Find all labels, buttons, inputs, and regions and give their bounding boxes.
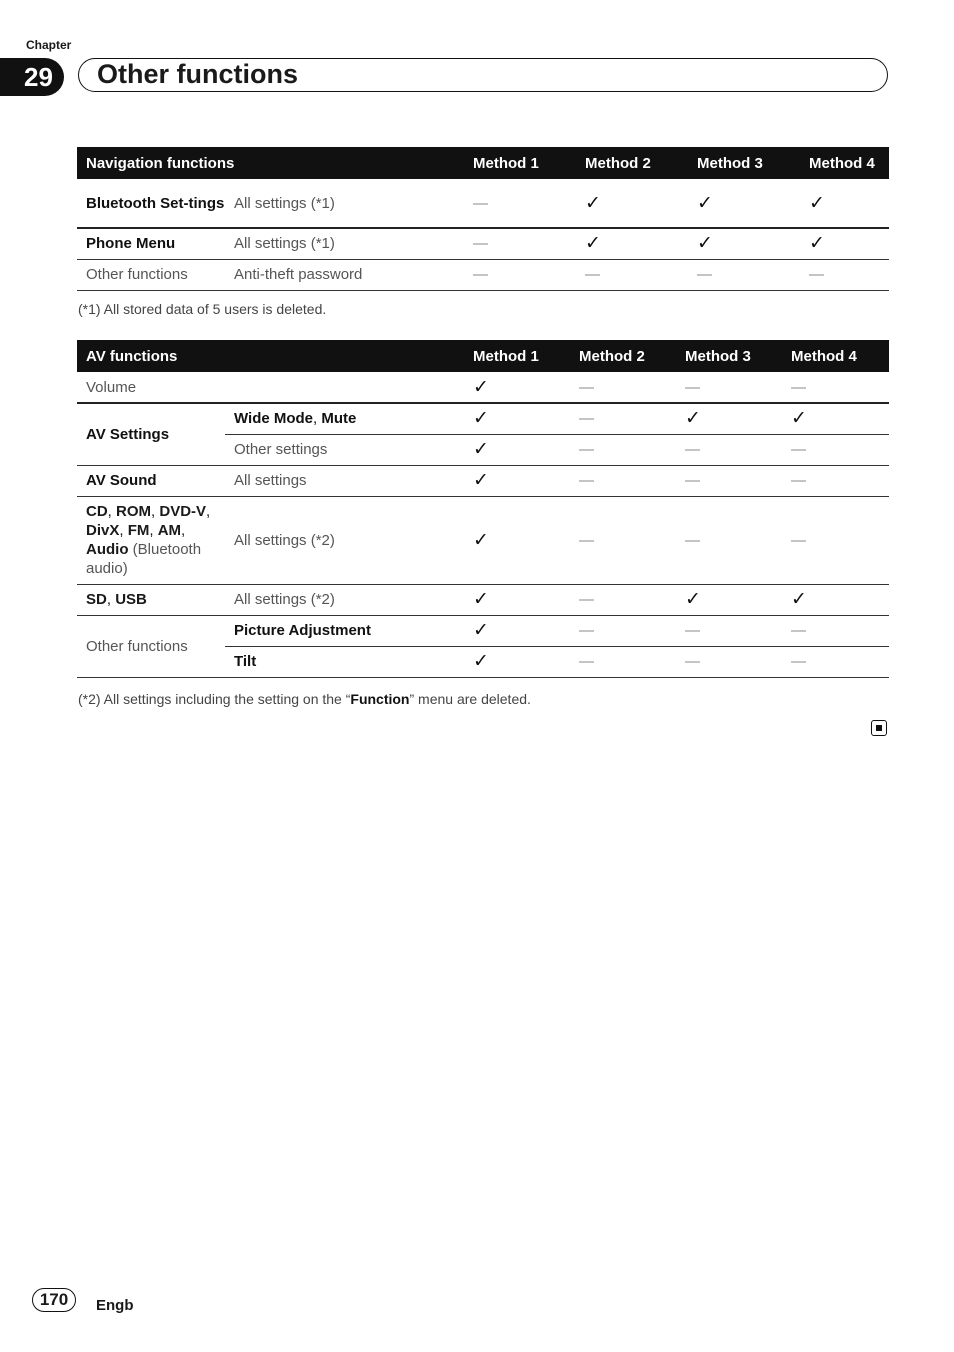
row-name: Bluetooth Set-tings (77, 179, 225, 228)
source-am: AM (157, 522, 182, 539)
table-row (77, 403, 889, 434)
header-method-2: Method 2 (576, 147, 688, 179)
row-item (225, 403, 464, 434)
method-1-value: — (464, 179, 576, 228)
method-2-value: — (570, 584, 676, 615)
table-row (77, 179, 889, 228)
row-name: Volume (77, 372, 464, 403)
row-item: Anti-theft password (225, 259, 464, 290)
table-header-row (77, 340, 889, 372)
source-rom: ROM (116, 503, 152, 520)
method-1-value: — (464, 228, 576, 259)
chapter-label: Chapter (26, 38, 72, 52)
header-method-4: Method 4 (782, 340, 889, 372)
row-name-sd-usb (77, 584, 225, 615)
method-3-value: — (676, 615, 782, 646)
method-1-value: ✓ (464, 465, 570, 496)
page-number: 170 (32, 1288, 76, 1312)
source-cd: CD (86, 503, 108, 520)
nav-table-footnote: (*1) All stored data of 5 users is deleted. (78, 301, 327, 317)
method-2-value: — (570, 372, 676, 403)
footnote-suffix: ” menu are deleted. (409, 691, 531, 707)
table-row (77, 228, 889, 259)
method-3-value: ✓ (688, 179, 800, 228)
method-3-value: — (676, 646, 782, 677)
method-2-value: — (570, 434, 676, 465)
method-4-value: — (800, 259, 889, 290)
row-item: All settings (*2) (225, 496, 464, 584)
source-divx: DivX (86, 522, 120, 539)
method-4-value: — (782, 372, 889, 403)
header-method-3: Method 3 (676, 340, 782, 372)
language-code: Engb (96, 1297, 134, 1314)
method-4-value: ✓ (800, 228, 889, 259)
method-2-value: — (570, 646, 676, 677)
separator: , (149, 522, 158, 539)
source-usb: USB (115, 591, 147, 608)
separator: , (206, 503, 211, 520)
method-3-value: — (676, 434, 782, 465)
separator: , (107, 503, 117, 520)
method-1-value: ✓ (464, 615, 570, 646)
method-2-value: ✓ (576, 228, 688, 259)
page-title: Other functions (97, 59, 298, 89)
separator: , (313, 410, 322, 428)
method-2-value: — (570, 615, 676, 646)
mute-label: Mute (321, 410, 357, 428)
row-item: Other settings (225, 434, 464, 465)
method-1-value: ✓ (464, 646, 570, 677)
method-2-value: — (570, 496, 676, 584)
header-method-1: Method 1 (464, 147, 576, 179)
header-method-3: Method 3 (688, 147, 800, 179)
method-3-value: ✓ (676, 403, 782, 434)
separator: , (181, 522, 186, 539)
section-end-icon (871, 720, 887, 736)
row-name: Other functions (77, 259, 225, 290)
av-table-footnote (78, 691, 531, 707)
method-1-value: ✓ (464, 584, 570, 615)
footnote-function-label: Function (350, 691, 410, 707)
separator: , (151, 503, 160, 520)
chapter-number-badge: 29 (0, 58, 64, 96)
row-item: All settings (*1) (225, 228, 464, 259)
row-item: All settings (*1) (225, 179, 464, 228)
table-row (77, 259, 889, 290)
header-method-4: Method 4 (800, 147, 889, 179)
table-header-row (77, 147, 889, 179)
row-item: Tilt (225, 646, 464, 677)
row-name: AV Settings (77, 403, 225, 465)
method-4-value: — (782, 465, 889, 496)
header-method-2: Method 2 (570, 340, 676, 372)
method-3-value: ✓ (688, 228, 800, 259)
method-3-value: — (676, 372, 782, 403)
method-4-value: ✓ (782, 584, 889, 615)
source-audio-note: (Bluetooth audio) (86, 541, 202, 577)
table-row (77, 584, 889, 615)
method-2-value: — (576, 259, 688, 290)
header-method-1: Method 1 (464, 340, 570, 372)
method-3-value: — (676, 496, 782, 584)
table-row (77, 496, 889, 584)
method-4-value: — (782, 646, 889, 677)
table-row (77, 465, 889, 496)
separator: , (106, 591, 116, 608)
method-1-value: ✓ (464, 434, 570, 465)
method-4-value: — (782, 434, 889, 465)
row-name: Phone Menu (77, 228, 225, 259)
av-functions-table (77, 340, 889, 678)
method-1-value: ✓ (464, 372, 570, 403)
row-name-sources (77, 496, 225, 584)
separator: , (119, 522, 128, 539)
wide-mode-label: Wide Mode (234, 410, 314, 428)
method-3-value: ✓ (676, 584, 782, 615)
method-3-value: — (676, 465, 782, 496)
source-sd: SD (86, 591, 107, 608)
source-dvd-v: DVD-V (159, 503, 207, 520)
row-name: AV Sound (77, 465, 225, 496)
header-navigation-functions: Navigation functions (77, 147, 464, 179)
method-2-value: — (570, 465, 676, 496)
navigation-functions-table (77, 147, 889, 291)
source-audio: Audio (86, 541, 129, 558)
table-row (77, 372, 889, 403)
method-4-value: ✓ (800, 179, 889, 228)
row-item: Picture Adjustment (225, 615, 464, 646)
method-1-value: ✓ (464, 403, 570, 434)
method-2-value: ✓ (576, 179, 688, 228)
row-item: All settings (225, 465, 464, 496)
method-3-value: — (688, 259, 800, 290)
footnote-prefix: (*2) All settings including the setting on the “ (78, 691, 351, 707)
row-item: All settings (*2) (225, 584, 464, 615)
method-4-value: ✓ (782, 403, 889, 434)
method-1-value: ✓ (464, 496, 570, 584)
method-4-value: — (782, 615, 889, 646)
row-name: Other functions (77, 615, 225, 677)
method-4-value: — (782, 496, 889, 584)
method-1-value: — (464, 259, 576, 290)
table-row (77, 615, 889, 646)
header-av-functions: AV functions (77, 340, 464, 372)
source-fm: FM (127, 522, 150, 539)
method-2-value: — (570, 403, 676, 434)
